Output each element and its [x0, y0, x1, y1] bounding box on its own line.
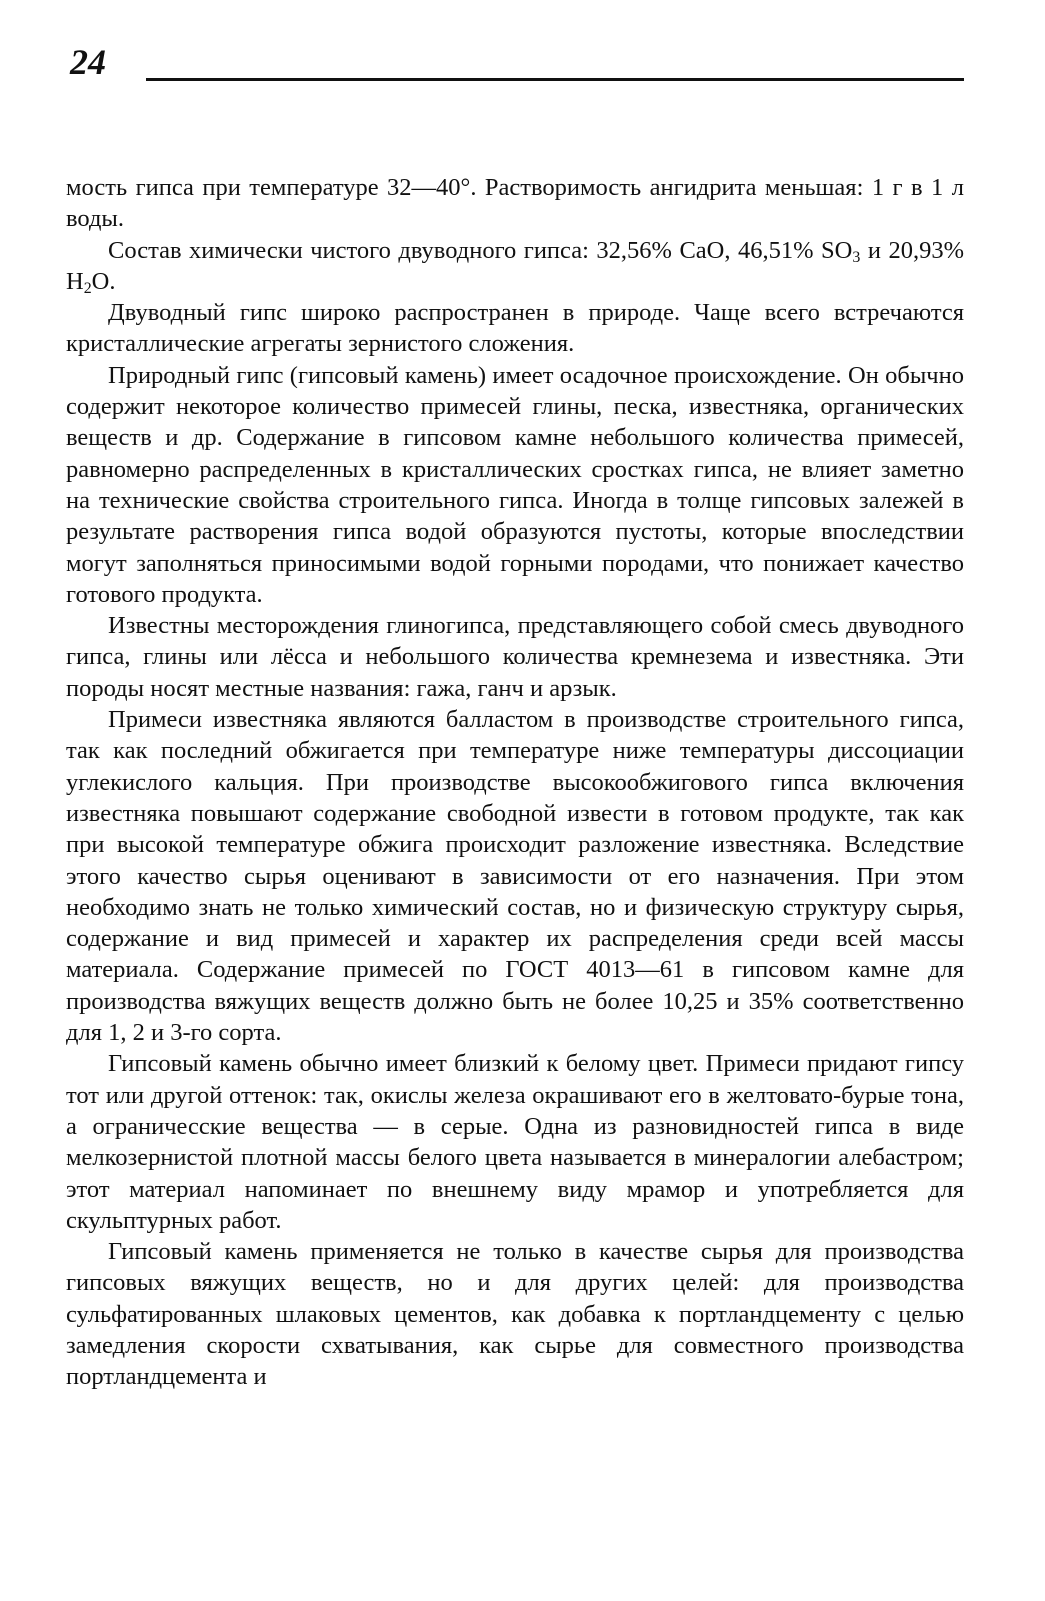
subscript-3: 3 [852, 248, 861, 266]
body-text [66, 172, 964, 1393]
page-header [66, 40, 964, 92]
paragraph-continuation: мость гипса при температуре 32—40°. Растворимость ангидрита меньшая: 1 г в 1 л воды. [66, 174, 964, 233]
page-number: 24 [70, 42, 106, 82]
paragraph-color: Гипсовый камень обычно имеет близкий к белому цвет. Примеси придают гипсу тот или другой оттенок: так, окислы железа окрашивают его в желтовато-бурые тона, а ограничесские вещества — в серые. Одна из разновидностей гипса в виде мелкозернистой плотной массы белого цвета называется в минералогии алебастром; этот материал напоминает по внешнему виду мрамор и употребляется для скульптурных работ. [66, 1050, 964, 1234]
subscript-2: 2 [83, 279, 92, 297]
header-rule [146, 78, 964, 81]
paragraph-gypsum-composition [66, 235, 964, 298]
composition-text-c: O. [91, 267, 116, 295]
paragraph-applications: Гипсовый камень применяется не только в качестве сырья для производства гипсовых вяжущих веществ, но и для других целей: для производства сульфатированных шлаковых цементов, как добавка к портландцементу с целью замедления скорости схватывания, как сырье для совместного производства портландцемента и [66, 1238, 964, 1391]
paragraph-glinogypsum: Известны месторождения глиногипса, представляющего собой смесь двуводного гипса, глины или лёсса и небольшого количества кремнезема и известняка. Эти породы носят местные названия: гажа, ганч и арзык. [66, 612, 964, 702]
composition-text-b: и 20,93% H [66, 236, 964, 295]
book-page [66, 40, 964, 1393]
paragraph-limestone-impurities: Примеси известняка являются балластом в производстве строительного гипса, так как последний обжигается при температуре ниже температуры диссоциации углекислого кальция. При производстве высокообжигового гипса включения известняка повышают содержание свободной извести в готовом продукте, так как при высокой температуре обжига происходит разложение известняка. Вследствие этого качество сырья оценивают в зависимости от его назначения. При этом необходимо знать не только химический состав, но и физическую структуру сырья, содержание и вид примесей и характер их распределения среди всей массы материала. Содержание примесей по ГОСТ 4013—61 в гипсовом камне для производства вяжущих веществ должно быть не более 10,25 и 35% соответственно для 1, 2 и 3-го сорта. [66, 706, 964, 1047]
composition-text-a: Состав химически чистого двуводного гипса: 32,56% CaO, 46,51% SO [108, 236, 853, 264]
paragraph-natural-gypsum: Природный гипс (гипсовый камень) имеет осадочное происхождение. Он обычно содержит некоторое количество примесей глины, песка, известняка, органических веществ и др. Содержание в гипсовом камне небольшого количества примесей, равномерно распределенных в кристаллических сростках гипса, не влияет заметно на технические свойства строительного гипса. Иногда в толще гипсовых залежей в результате растворения гипса водой образуются пустоты, которые впоследствии могут заполняться приносимыми водой горными породами, что понижает качество готового продукта. [66, 361, 964, 608]
paragraph-occurrence: Двуводный гипс широко распространен в природе. Чаще всего встречаются кристаллические агрегаты зернистого сложения. [66, 299, 964, 358]
